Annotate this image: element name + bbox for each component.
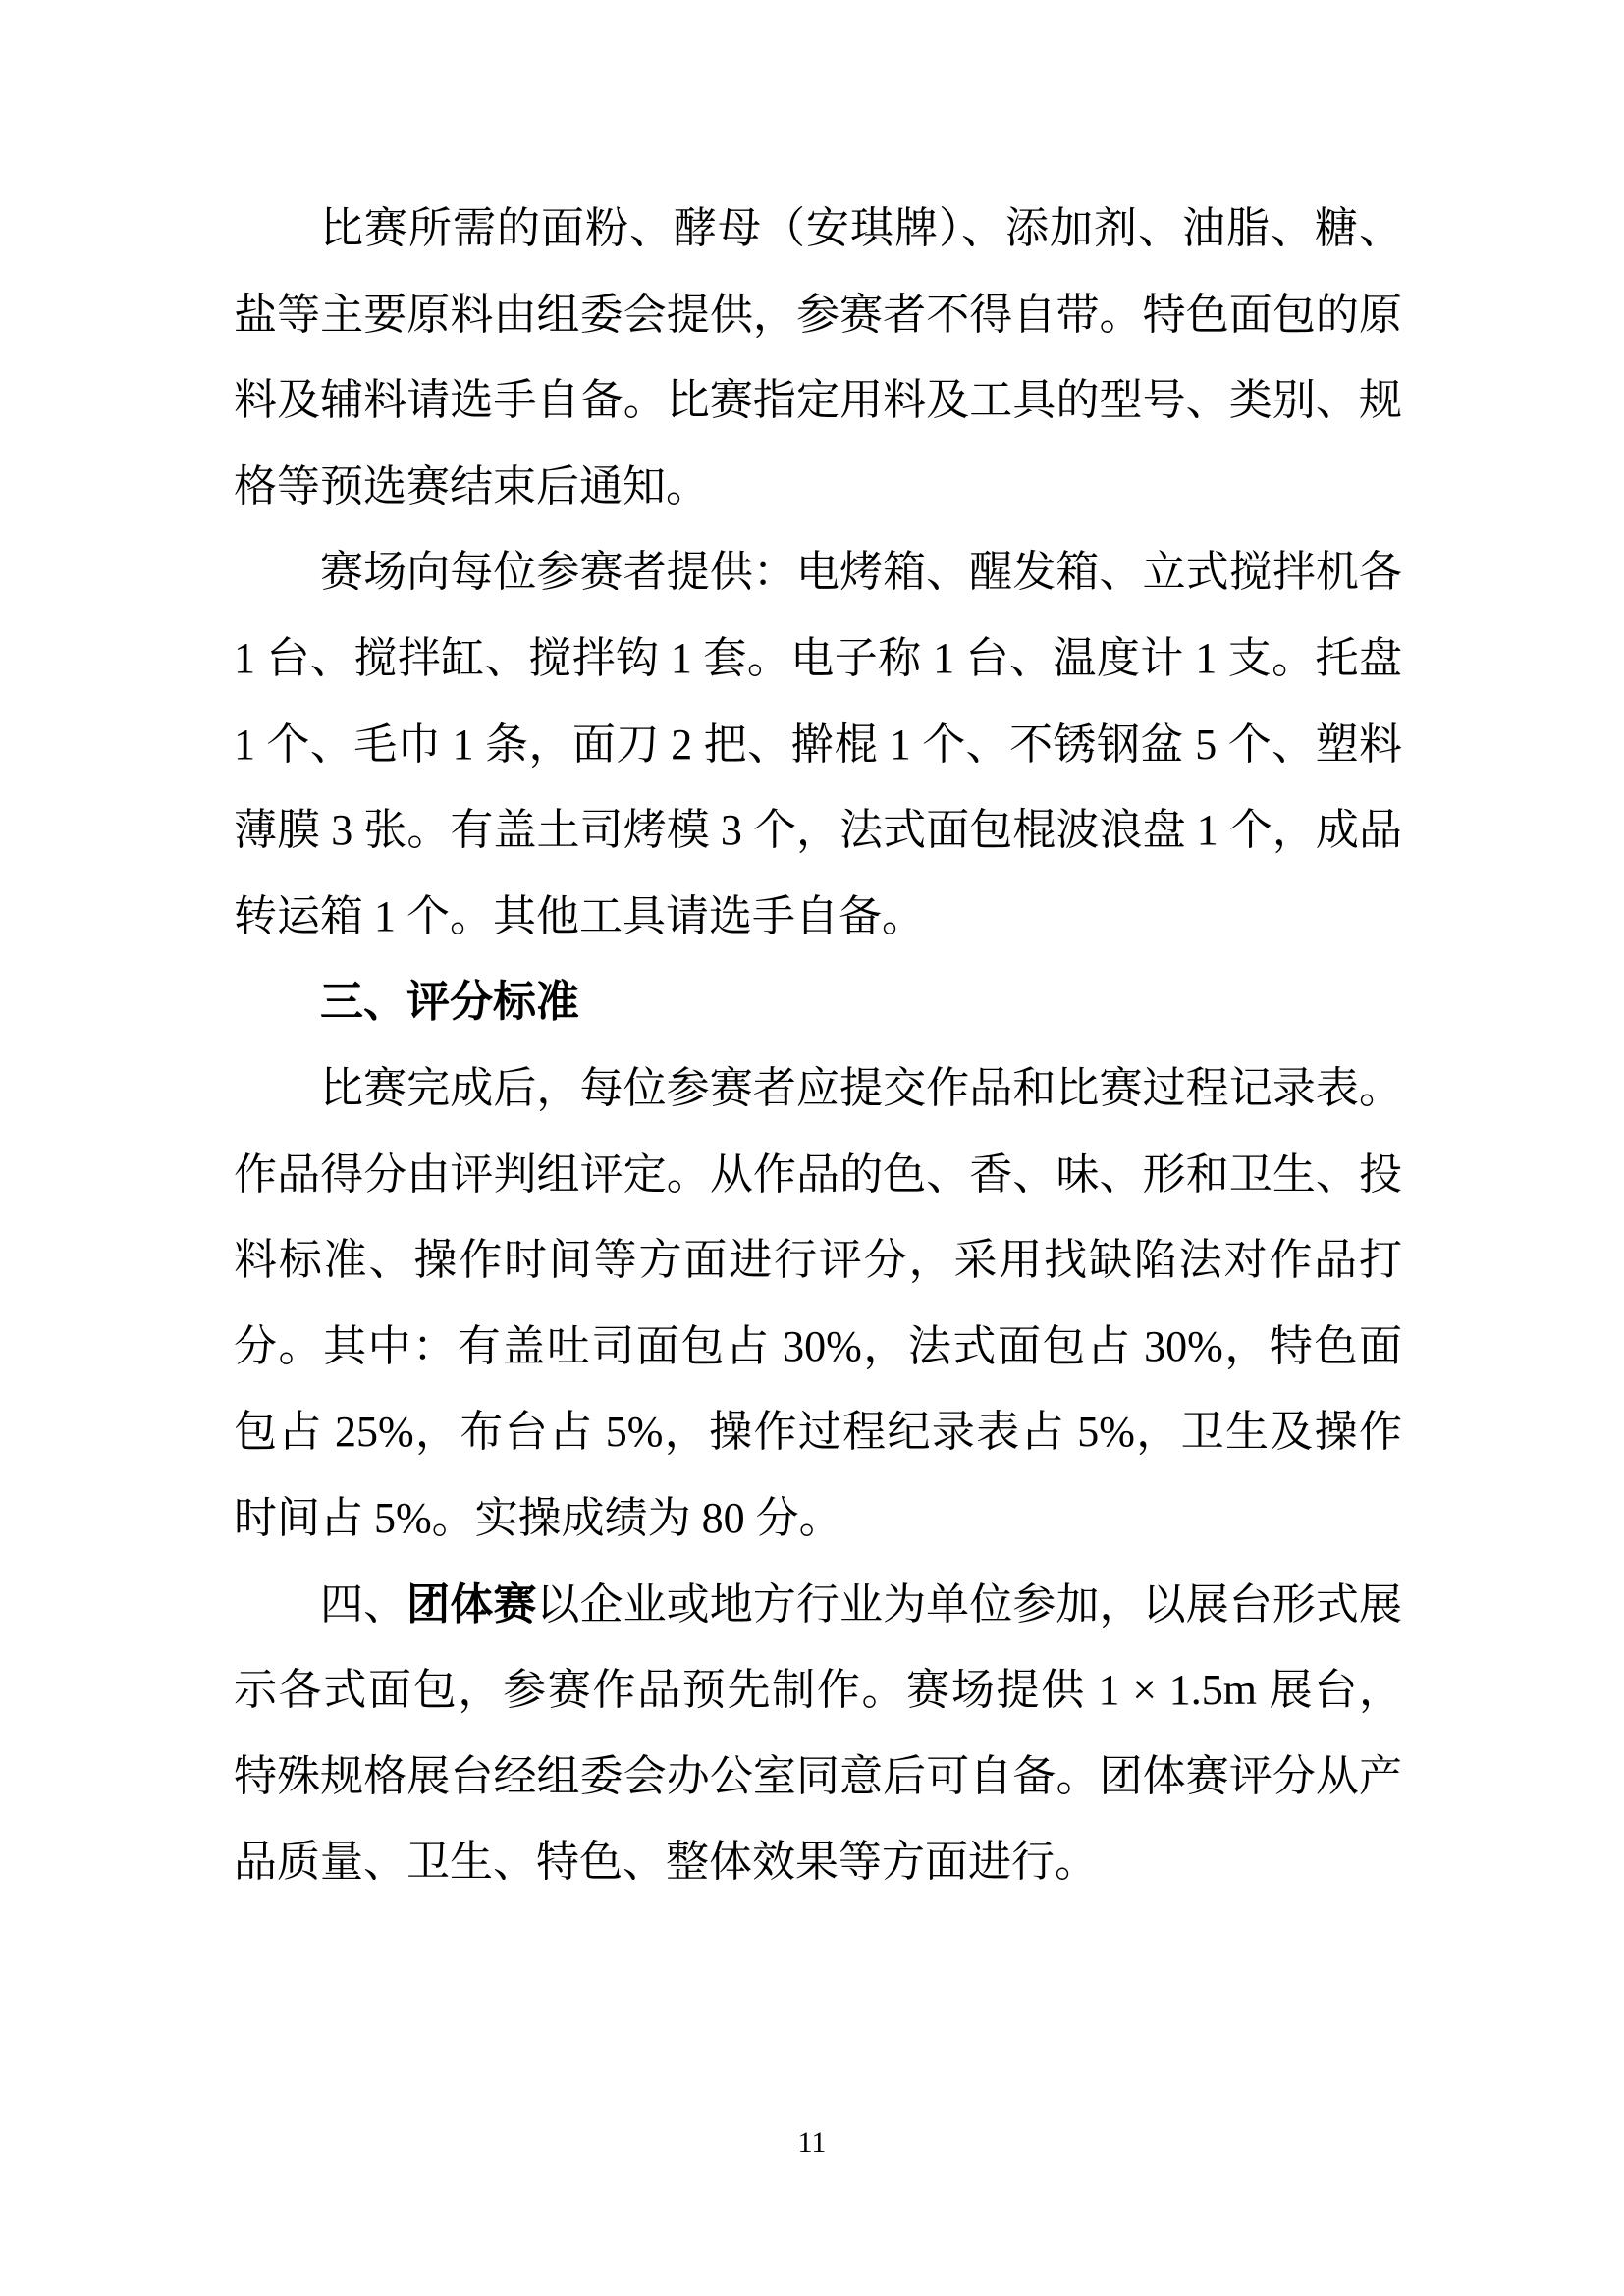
paragraph-materials: 比赛所需的面粉、酵母（安琪牌）、添加剂、油脂、糖、盐等主要原料由组委会提供，参赛者不得自带。特色面包的原料及辅料请选手自备。比赛指定用料及工具的型号、类别、规格等预选赛结束后通知。 (234, 204, 1402, 510)
team-paragraph-prefix: 四、 (320, 1579, 407, 1629)
team-paragraph-rest: 以企业或地方行业为单位参加，以展台形式展示各式面包，参赛作品预先制作。赛场提供 1 × 1.5m 展台，特殊规格展台经组委会办公室同意后可自备。团体赛评分从产品质量、卫生、特色、整体效果等方面进行。 (234, 1579, 1403, 1887)
paragraph-equipment: 赛场向每位参赛者提供：电烤箱、醒发箱、立式搅拌机各 1 台、搅拌缸、搅拌钩 1 套。电子称 1 台、温度计 1 支。托盘 1 个、毛巾 1 条，面刀 2 把、擀棍 1 个、不锈钢盆 5 个、塑料薄膜 3 张。有盖土司烤模 3 个，法式面包棍波浪盘 1 个，成品转运箱 1 个。其他工具请选手自备。 (234, 548, 1402, 940)
paragraph-scoring: 比赛完成后，每位参赛者应提交作品和比赛过程记录表。作品得分由评判组评定。从作品的色、香、味、形和卫生、投料标准、操作时间等方面进行评分，采用找缺陷法对作品打分。其中：有盖吐司面包占 30%，法式面包占 30%，特色面包占 25%，布台占 5%，操作过程纪录表占 5%，卫生及操作时间占 5%。实操成绩为 80 分。 (234, 1063, 1402, 1542)
team-paragraph-bold-term: 团体赛 (406, 1579, 537, 1629)
section-heading-scoring: 三、评分标准 (320, 978, 579, 1027)
page-number: 11 (797, 2126, 827, 2159)
paragraph-team-competition (234, 1562, 1402, 1905)
page-body-text (234, 186, 1402, 1905)
